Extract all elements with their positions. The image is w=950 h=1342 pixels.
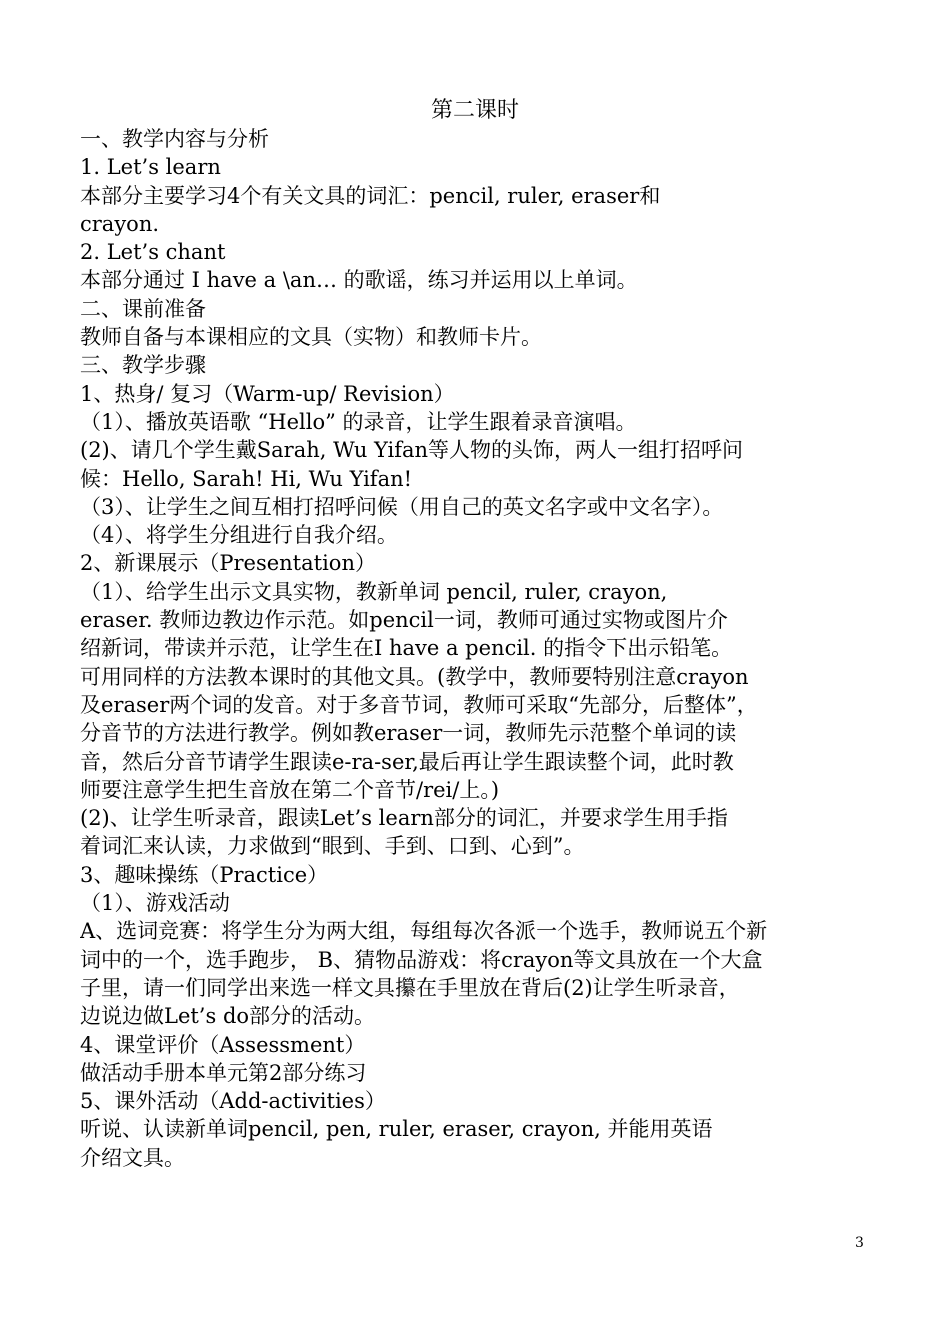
text-line: 1. Let’s learn bbox=[80, 155, 221, 180]
text-line: 1、热身/ 复习（Warm-up/ Revision） bbox=[80, 381, 455, 406]
section-heading: 二、课前准备 bbox=[80, 296, 206, 321]
text-line: 5、课外活动（Add-activities） bbox=[80, 1089, 386, 1114]
text-line: 分音节的方法进行教学。例如教eraser一词，教师先示范整个单词的读 bbox=[80, 721, 737, 746]
text-line: 可用同样的方法教本课时的其他文具。(教学中，教师要特别注意crayon bbox=[80, 664, 749, 689]
text-line: A、选词竞赛：将学生分为两大组，每组每次各派一个选手，教师说五个新 bbox=[80, 919, 768, 944]
text-line: （3）、让学生之间互相打招呼问候（用自己的英文名字或中文名字）。 bbox=[80, 494, 724, 519]
text-line: （1）、游戏活动 bbox=[80, 891, 230, 916]
text-line: 教师自备与本课相应的文具（实物）和教师卡片。 bbox=[80, 325, 542, 350]
text-line: 着词汇来认读，力求做到“眼到、手到、口到、心到”。 bbox=[80, 834, 585, 859]
text-line: （1）、给学生出示文具实物，教新单词 pencil, ruler, crayon, bbox=[80, 579, 668, 604]
text-line: (2)、让学生听录音，跟读Let’s learn部分的词汇，并要求学生用手指 bbox=[80, 806, 728, 831]
section-heading: 一、教学内容与分析 bbox=[80, 127, 269, 151]
text-line: 师要注意学生把生音放在第二个音节/rei/上。) bbox=[80, 777, 500, 802]
text-line: 做活动手册本单元第2部分练习 bbox=[80, 1060, 367, 1085]
text-line: 子里，请一们同学出来选一样文具攥在手里放在背后(2)让学生听录音， bbox=[80, 975, 740, 1000]
text-line: 3、趣味操练（Practice） bbox=[80, 862, 329, 887]
text-line: 2、新课展示（Presentation） bbox=[80, 551, 376, 576]
text-line: crayon. bbox=[80, 211, 160, 236]
text-line: 词中的一个，选手跑步， B、猜物品游戏：将crayon等文具放在一个大盒 bbox=[80, 947, 763, 972]
page-title: 第二课时 bbox=[430, 98, 519, 123]
text-line: 2. Let’s chant bbox=[80, 240, 226, 265]
text-line: (2)、请几个学生戴Sarah, Wu Yifan等人物的头饰，两人一组打招呼问 bbox=[80, 438, 744, 463]
text-line: 候：Hello, Sarah! Hi, Wu Yifan! bbox=[80, 466, 413, 491]
section-heading: 三、教学步骤 bbox=[80, 353, 206, 378]
text-line: 4、课堂评价（Assessment） bbox=[80, 1032, 366, 1057]
text-line: （1）、播放英语歌 “Hello” 的录音，让学生跟着录音演唱。 bbox=[80, 409, 637, 434]
text-line: （4）、将学生分组进行自我介绍。 bbox=[80, 523, 398, 548]
text-line: 及eraser两个词的发音。对于多音节词，教师可采取“先部分，后整体”， bbox=[80, 692, 758, 717]
page-number: 3 bbox=[855, 1235, 864, 1251]
text-line: 本部分通过 I have a \an… 的歌谣，练习并运用以上单词。 bbox=[80, 268, 638, 293]
text-line: 边说边做Let’s do部分的活动。 bbox=[80, 1004, 376, 1029]
text-line: eraser. 教师边教边作示范。如pencil一词，教师可通过实物或图片介 bbox=[80, 608, 728, 633]
text-line: 本部分主要学习4个有关文具的词汇：pencil, ruler, eraser和 bbox=[80, 183, 661, 208]
text-line: 音，然后分音节请学生跟读e-ra-ser,最后再让学生跟读整个词，此时教 bbox=[80, 749, 734, 774]
document-body bbox=[80, 125, 876, 1172]
text-line: 绍新词，带读并示范，让学生在I have a pencil. 的指令下出示铅笔。 bbox=[80, 636, 733, 661]
text-line: 介绍文具。 bbox=[80, 1145, 185, 1170]
text-line: 听说、认读新单词pencil, pen, ruler, eraser, crayon, 并能用英语 bbox=[80, 1117, 713, 1142]
